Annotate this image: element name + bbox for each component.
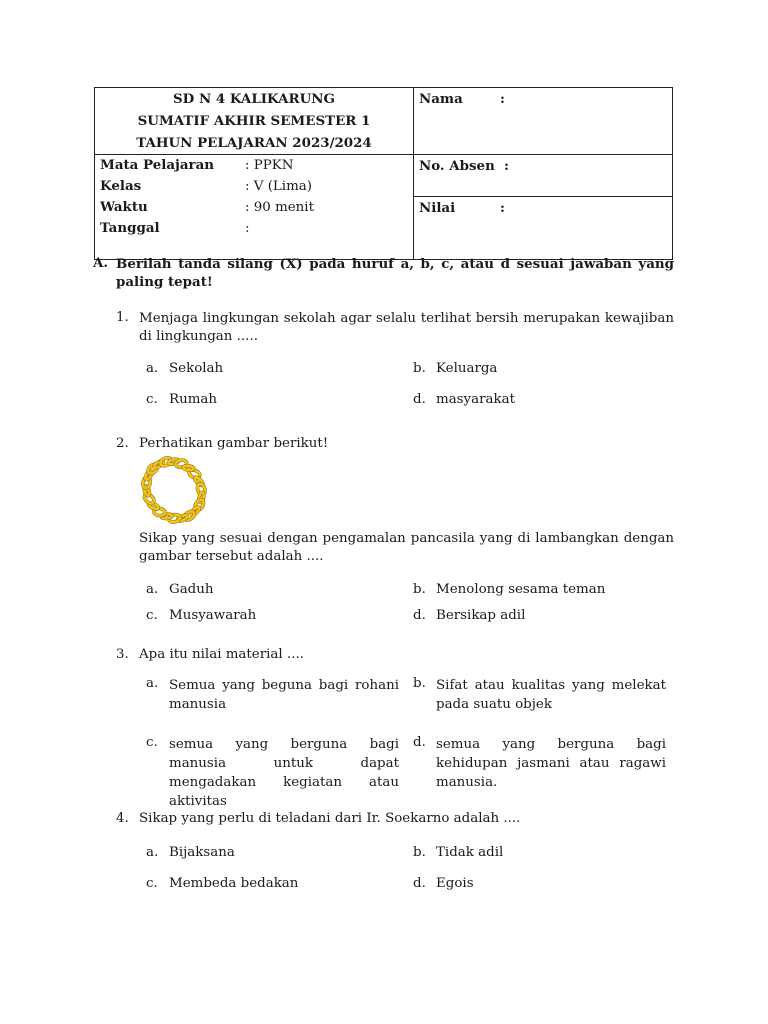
field-value: : xyxy=(245,221,250,236)
field-label: Tanggal xyxy=(100,220,160,236)
question-number: 3. xyxy=(116,647,129,662)
exam-header-table xyxy=(94,87,673,260)
field-label: Mata Pelajaran xyxy=(100,157,215,173)
option-letter[interactable]: d. xyxy=(413,392,426,407)
question-text: Perhatikan gambar berikut! xyxy=(139,436,329,451)
option-text[interactable]: Menolong sesama teman xyxy=(436,582,606,597)
option-text[interactable]: Gaduh xyxy=(169,582,214,597)
field-row xyxy=(95,197,413,218)
option-letter[interactable]: c. xyxy=(146,392,158,407)
nama-cell[interactable] xyxy=(414,88,673,155)
nilai-label: Nilai xyxy=(419,200,456,216)
chain-link xyxy=(183,465,194,471)
option-letter[interactable]: c. xyxy=(146,735,158,750)
question-number: 1. xyxy=(116,310,129,325)
option-letter[interactable]: d. xyxy=(413,735,426,750)
question-text-continued: Sikap yang sesuai dengan pengamalan pancasila yang di lambangkan dengan gambar tersebut adalah .... xyxy=(139,531,674,564)
subject-info-cell xyxy=(95,155,414,260)
field-value: : PPKN xyxy=(245,158,294,173)
option-text[interactable]: Musyawarah xyxy=(169,608,257,623)
school-year: TAHUN PELAJARAN 2023/2024 xyxy=(136,135,372,151)
question-number: 2. xyxy=(116,436,129,451)
option-letter[interactable]: a. xyxy=(146,582,159,597)
field-label: Waktu xyxy=(100,199,148,215)
option-letter[interactable]: d. xyxy=(413,876,426,891)
field-row xyxy=(95,218,413,239)
absen-colon: : xyxy=(504,158,509,174)
option-letter[interactable]: a. xyxy=(146,361,159,376)
field-value: : V (Lima) xyxy=(245,179,312,194)
option-letter[interactable]: b. xyxy=(413,582,426,597)
option-letter[interactable]: b. xyxy=(413,676,426,691)
option-text[interactable]: Membeda bedakan xyxy=(169,876,299,891)
option-text[interactable]: Sekolah xyxy=(169,361,224,376)
option-letter[interactable]: c. xyxy=(146,876,158,891)
field-row xyxy=(95,176,413,197)
field-row xyxy=(95,155,413,176)
question-text: Menjaga lingkungan sekolah agar selalu terlihat bersih merupakan kewajiban di lingkungan ..... xyxy=(139,311,674,344)
school-info-cell xyxy=(95,88,414,155)
nama-label: Nama xyxy=(419,91,463,107)
section-letter: A. xyxy=(93,255,109,271)
gold-chain-image xyxy=(138,452,210,528)
option-letter[interactable]: d. xyxy=(413,608,426,623)
nama-colon: : xyxy=(500,91,505,107)
question-text: Sikap yang perlu di teladani dari Ir. Soekarno adalah .... xyxy=(139,811,521,826)
option-text[interactable]: semua yang berguna bagi kehidupan jasmani atau ragawi manusia. xyxy=(436,737,666,790)
exam-name: SUMATIF AKHIR SEMESTER 1 xyxy=(137,113,371,129)
nilai-colon: : xyxy=(500,200,505,216)
option-text[interactable]: Rumah xyxy=(169,392,218,407)
option-text[interactable]: Bijaksana xyxy=(169,845,235,860)
option-letter[interactable]: a. xyxy=(146,676,159,691)
option-letter[interactable]: a. xyxy=(146,845,159,860)
question-text: Apa itu nilai material .... xyxy=(139,647,304,662)
field-label: Kelas xyxy=(100,178,142,194)
option-text[interactable]: semua yang berguna bagi manusia untuk dapat mengadakan kegiatan atau aktivitas xyxy=(169,737,399,809)
option-letter[interactable]: b. xyxy=(413,361,426,376)
absen-cell[interactable] xyxy=(414,155,673,197)
option-text[interactable]: Sifat atau kualitas yang melekat pada suatu objek xyxy=(436,678,666,712)
option-text[interactable]: Semua yang beguna bagi rohani manusia xyxy=(169,678,399,712)
option-text[interactable]: Keluarga xyxy=(436,361,498,376)
section-instruction: Berilah tanda silang (X) pada huruf a, b, c, atau d sesuai jawaban yang paling tepat! xyxy=(116,256,674,290)
absen-label: No. Absen xyxy=(419,158,495,174)
school-name: SD N 4 KALIKARUNG xyxy=(173,91,335,107)
field-value: : 90 menit xyxy=(245,200,314,215)
option-letter[interactable]: c. xyxy=(146,608,158,623)
option-text[interactable]: Bersikap adil xyxy=(436,608,526,623)
option-letter[interactable]: b. xyxy=(413,845,426,860)
option-text[interactable]: Egois xyxy=(436,876,474,891)
nilai-cell[interactable] xyxy=(414,197,673,260)
option-text[interactable]: Tidak adil xyxy=(436,845,504,860)
option-text[interactable]: masyarakat xyxy=(436,392,515,407)
question-number: 4. xyxy=(116,811,129,826)
